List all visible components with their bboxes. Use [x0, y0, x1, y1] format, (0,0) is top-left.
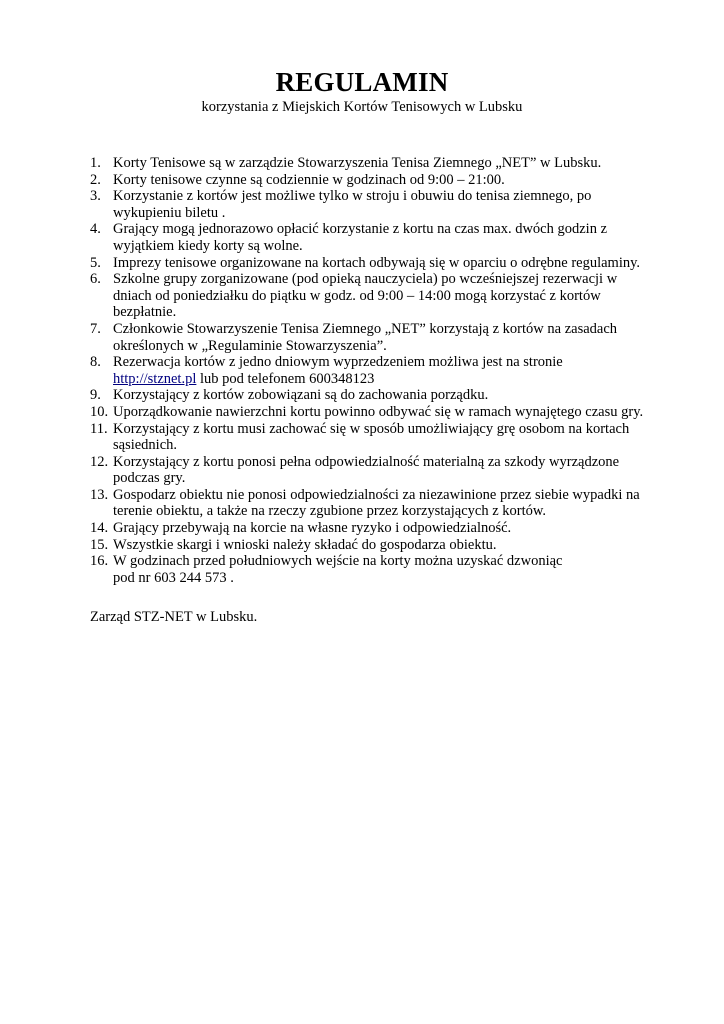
rule-number: 3. — [90, 188, 101, 205]
rule-item-6 — [90, 271, 670, 321]
rule-text-continued: terenie obiektu, a także na rzeczy zgubione przez korzystających z kortów. — [113, 503, 547, 520]
rule-item-2 — [90, 172, 670, 189]
rule-item-3 — [90, 188, 670, 221]
rule-number: 6. — [90, 271, 101, 288]
rule-number: 16. — [90, 553, 109, 570]
rule-item-8 — [90, 354, 670, 387]
rule-item-11 — [90, 421, 670, 454]
rule-number: 4. — [90, 221, 101, 238]
rule-item-10 — [90, 404, 670, 421]
rule-item-9 — [90, 387, 670, 404]
rule-text: Korzystający z kortu ponosi pełna odpowiedzialność materialną za szkody wyrządzone — [113, 453, 620, 470]
rule-number: 5. — [90, 254, 101, 271]
rule-number: 7. — [90, 320, 101, 337]
rule-text-continued — [113, 371, 670, 388]
rule-text-continued: dniach od poniedziałku do piątku w godz. od 9:00 – 14:00 mogą korzystać z kortów — [113, 287, 601, 304]
rule-number: 15. — [90, 536, 109, 553]
document-title: REGULAMIN — [275, 67, 449, 97]
rule-item-15 — [90, 537, 670, 554]
rule-text-continued: pod nr 603 244 573 . — [113, 569, 234, 586]
rule-text: Szkolne grupy zorganizowane (pod opieką nauczyciela) po wcześniejszej rezerwacji w — [113, 271, 618, 288]
rule-item-14 — [90, 520, 670, 537]
rule-number: 11. — [90, 420, 108, 437]
rule-item-16 — [90, 553, 670, 586]
rule-item-5 — [90, 255, 670, 272]
rule-text: Grający mogą jednorazowo opłacić korzystanie z kortu na czas max. dwóch godzin z — [113, 221, 608, 238]
rule-text-continued: wykupieniu biletu . — [113, 204, 226, 221]
rule-item-12 — [90, 454, 670, 487]
rule-number: 12. — [90, 453, 109, 470]
rule-item-1 — [90, 155, 670, 172]
rule-text: Korzystający z kortów zobowiązani są do zachowania porządku. — [113, 387, 489, 404]
document-subtitle: korzystania z Miejskich Kortów Tenisowych w Lubsku — [201, 99, 523, 115]
rule-number: 9. — [90, 387, 101, 404]
rule-text: Gospodarz obiektu nie ponosi odpowiedzialności za niezawinione przez siebie wypadki na — [113, 486, 640, 503]
website-link[interactable]: http://stznet.pl — [113, 370, 197, 387]
rule-text: Korty tenisowe czynne są codziennie w godzinach od 9:00 – 21:00. — [113, 171, 505, 188]
rule-item-4 — [90, 221, 670, 254]
rule-text-continued: bezpłatnie. — [113, 304, 177, 321]
rule-text: Uporządkowanie nawierzchni kortu powinno odbywać się w ramach wynajętego czasu gry. — [113, 403, 644, 420]
rule-text-continued: określonych w „Regulaminie Stowarzyszenia”. — [113, 337, 387, 354]
rule-text-continued: wyjątkiem kiedy korty są wolne. — [113, 237, 303, 254]
signature: Zarząd STZ-NET w Lubsku. — [90, 609, 258, 625]
rules-list — [90, 155, 670, 586]
rule-text: Korzystanie z kortów jest możliwe tylko w stroju i obuwiu do tenisa ziemnego, po — [113, 188, 592, 205]
phone-text: lub pod telefonem 600348123 — [196, 370, 375, 387]
rule-text: W godzinach przed południowych wejście na korty można uzyskać dzwoniąc — [113, 553, 563, 570]
rule-text: Imprezy tenisowe organizowane na kortach odbywają się w oparciu o odrębne regulaminy. — [113, 254, 641, 271]
rule-text: Korzystający z kortu musi zachować się w sposób umożliwiający grę osobom na kortach — [113, 420, 630, 437]
rule-text-continued: sąsiednich. — [113, 437, 178, 454]
rule-number: 2. — [90, 171, 101, 188]
rule-number: 13. — [90, 486, 109, 503]
rule-item-13 — [90, 487, 670, 520]
rule-text: Wszystkie skargi i wnioski należy składać do gospodarza obiektu. — [113, 536, 497, 553]
rule-text: Członkowie Stowarzyszenie Tenisa Ziemnego „NET” korzystają z kortów na zasadach — [113, 320, 618, 337]
rule-text: Korty Tenisowe są w zarządzie Stowarzyszenia Tenisa Ziemnego „NET” w Lubsku. — [113, 155, 602, 171]
rule-item-7 — [90, 321, 670, 354]
rule-number: 10. — [90, 403, 109, 420]
rule-number: 8. — [90, 354, 101, 371]
rule-text: Grający przebywają na korcie na własne ryzyko i odpowiedzialność. — [113, 520, 512, 537]
rule-text: Rezerwacja kortów z jedno dniowym wyprzedzeniem możliwa jest na stronie — [113, 354, 563, 371]
rule-text-continued: podczas gry. — [113, 470, 186, 487]
rule-number: 14. — [90, 520, 109, 537]
rule-number: 1. — [90, 155, 101, 171]
